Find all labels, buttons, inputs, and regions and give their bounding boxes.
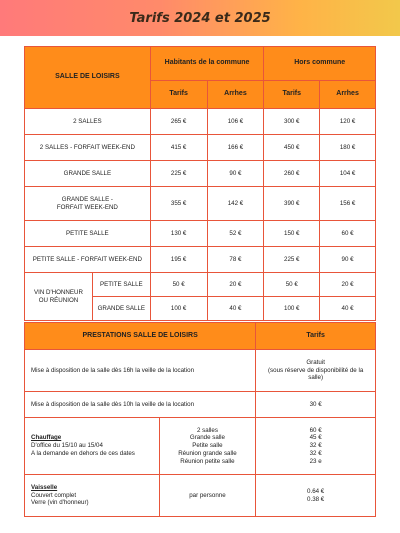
header-hors-tarifs: Tarifs [264, 81, 320, 109]
cell-value: 156 € [320, 187, 376, 221]
vaisselle-line: Verre (vin d'honneur) [31, 499, 89, 507]
row-label: Mise à disposition de la salle dès 10h la veille de la location [25, 392, 256, 418]
cell-value: 20 € [207, 273, 264, 297]
header-hors-commune: Hors commune [264, 47, 376, 81]
header-salle: SALLE DE LOISIRS [25, 47, 151, 109]
cell-value: 166 € [207, 135, 264, 161]
list-item: 60 € [309, 426, 322, 434]
row-label: 2 SALLES [25, 109, 151, 135]
row-label: PETITE SALLE [25, 221, 151, 247]
table-row [25, 221, 376, 247]
salle-tarifs-table [24, 46, 376, 321]
table-row [25, 161, 376, 187]
vaisselle-line: Couvert complet [31, 491, 77, 499]
vaisselle-unit: par personne [159, 475, 256, 517]
price-note: (sous réserve de disponibilité de la salle) [268, 366, 364, 382]
cell-value: 90 € [207, 161, 264, 187]
chauffage-line: D'office du 15/10 au 15/04 [31, 442, 103, 450]
row-label: PETITE SALLE - FORFAIT WEEK-END [25, 247, 151, 273]
chauffage-cell [25, 418, 160, 475]
list-item: Réunion grande salle [178, 449, 237, 457]
list-item: 2 salles [196, 426, 218, 434]
cell-value: 50 € [150, 273, 207, 297]
title-banner [0, 0, 400, 36]
table-row [25, 187, 376, 221]
cell-value: 60 € [320, 221, 376, 247]
cell-value: 100 € [150, 297, 207, 321]
list-item: Grande salle [189, 434, 225, 442]
cell-value: 300 € [264, 109, 320, 135]
cell-value: 150 € [264, 221, 320, 247]
cell-value: 20 € [320, 273, 376, 297]
list-item: 45 € [309, 434, 322, 442]
table-row [25, 135, 376, 161]
chauffage-prices-cell [256, 418, 376, 475]
cell-value: 195 € [150, 247, 207, 273]
cell-value: 450 € [264, 135, 320, 161]
cell-value: 225 € [264, 247, 320, 273]
cell-value: 100 € [264, 297, 320, 321]
vaisselle-title: Vaisselle [31, 483, 58, 491]
cell-value: 50 € [264, 273, 320, 297]
list-item: 0.64 € [307, 487, 325, 495]
row-label: 2 SALLES - FORFAIT WEEK-END [25, 135, 151, 161]
cell-value: 106 € [207, 109, 264, 135]
row-label: GRANDE SALLE [25, 161, 151, 187]
table-row [25, 418, 376, 475]
table-row [25, 109, 376, 135]
prestations-table [24, 322, 376, 517]
cell-value: 52 € [207, 221, 264, 247]
list-item: 23 e [309, 457, 322, 465]
cell-value: 120 € [320, 109, 376, 135]
header-hors-arrhes: Arrhes [320, 81, 376, 109]
cell-value: 30 € [256, 392, 376, 418]
vin-honneur-label: VIN D'HONNEUR OU RÉUNION [25, 273, 93, 321]
row-label: GRANDE SALLE - FORFAIT WEEK-END [25, 187, 151, 221]
table-row [25, 247, 376, 273]
page-title: Tarifs 2024 et 2025 [129, 10, 271, 26]
cell-value: 415 € [150, 135, 207, 161]
row-label: GRANDE SALLE [92, 297, 150, 321]
cell-value: 225 € [150, 161, 207, 187]
header-habitants-arrhes: Arrhes [207, 81, 264, 109]
cell-value: 265 € [150, 109, 207, 135]
cell-value: 130 € [150, 221, 207, 247]
cell-value: 180 € [320, 135, 376, 161]
header-habitants: Habitants de la commune [150, 47, 264, 81]
vaisselle-cell [25, 475, 160, 517]
chauffage-items-cell [159, 418, 256, 475]
header-prestations-tarifs: Tarifs [256, 323, 376, 350]
table-row [25, 392, 376, 418]
cell-value: 40 € [207, 297, 264, 321]
chauffage-line: A la demande en dehors de ces dates [31, 449, 135, 457]
cell-value [256, 350, 376, 392]
header-habitants-tarifs: Tarifs [150, 81, 207, 109]
row-label: PETITE SALLE [92, 273, 150, 297]
list-item: 32 € [309, 449, 322, 457]
header-prestations: PRESTATIONS SALLE DE LOISIRS [25, 323, 256, 350]
row-label: Mise à disposition de la salle dès 16h la veille de la location [25, 350, 256, 392]
table-row [25, 475, 376, 517]
table-row [25, 273, 376, 297]
list-item: Réunion petite salle [180, 457, 235, 465]
cell-value: 90 € [320, 247, 376, 273]
cell-value: 390 € [264, 187, 320, 221]
vaisselle-prices-cell [256, 475, 376, 517]
cell-value: 260 € [264, 161, 320, 187]
list-item: Petite salle [192, 442, 223, 450]
list-item: 32 € [309, 442, 322, 450]
table-row [25, 350, 376, 392]
cell-value: 78 € [207, 247, 264, 273]
cell-value: 355 € [150, 187, 207, 221]
cell-value: 104 € [320, 161, 376, 187]
list-item: 0.38 € [307, 495, 325, 503]
cell-value: 142 € [207, 187, 264, 221]
price-gratuit: Gratuit [306, 358, 325, 366]
cell-value: 40 € [320, 297, 376, 321]
chauffage-title: Chauffage [31, 434, 62, 442]
